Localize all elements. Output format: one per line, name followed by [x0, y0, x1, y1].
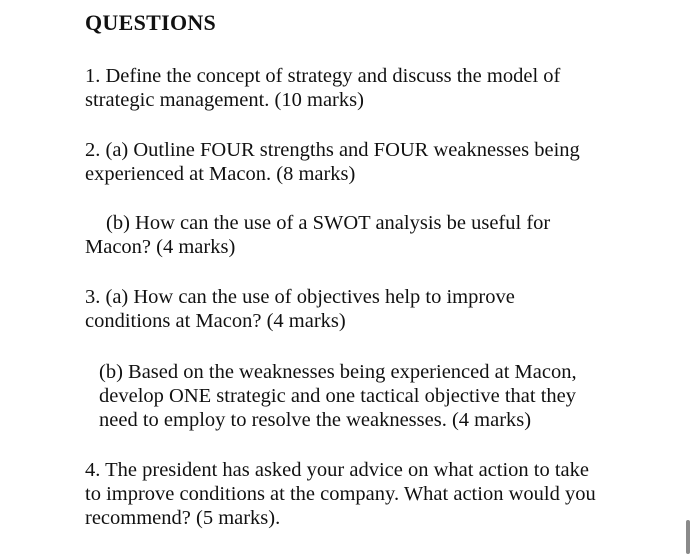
questions-heading: QUESTIONS — [85, 10, 217, 35]
question-2b — [85, 211, 551, 259]
question-3b-line-3: need to employ to resolve the weaknesses. (4 marks) — [99, 409, 532, 431]
question-4-line-1: 4. The president has asked your advice on what action to take — [85, 459, 589, 481]
question-2a-line-1: 2. (a) Outline FOUR strengths and FOUR weaknesses being — [85, 139, 580, 161]
question-4-line-2: to improve conditions at the company. What action would you — [85, 483, 596, 505]
question-4 — [85, 458, 596, 530]
question-3b — [99, 360, 577, 432]
question-3a — [85, 285, 515, 333]
question-1 — [85, 64, 560, 112]
question-4-line-3: recommend? (5 marks). — [85, 507, 281, 529]
vertical-scrollbar[interactable] — [686, 520, 690, 554]
question-3b-line-1: (b) Based on the weaknesses being experienced at Macon, — [99, 361, 577, 383]
question-2a — [85, 138, 580, 186]
question-3b-line-2: develop ONE strategic and one tactical objective that they — [99, 385, 577, 407]
question-1-line-1: 1. Define the concept of strategy and discuss the model of — [85, 65, 561, 87]
question-3a-line-1: 3. (a) How can the use of objectives help to improve — [85, 286, 515, 308]
question-2a-line-2: experienced at Macon. (8 marks) — [85, 163, 356, 185]
question-2b-line-2: Macon? (4 marks) — [85, 236, 236, 258]
question-1-line-2: strategic management. (10 marks) — [85, 89, 364, 111]
question-2b-line-1: (b) How can the use of a SWOT analysis be useful for — [106, 212, 551, 234]
question-3a-line-2: conditions at Macon? (4 marks) — [85, 310, 346, 332]
